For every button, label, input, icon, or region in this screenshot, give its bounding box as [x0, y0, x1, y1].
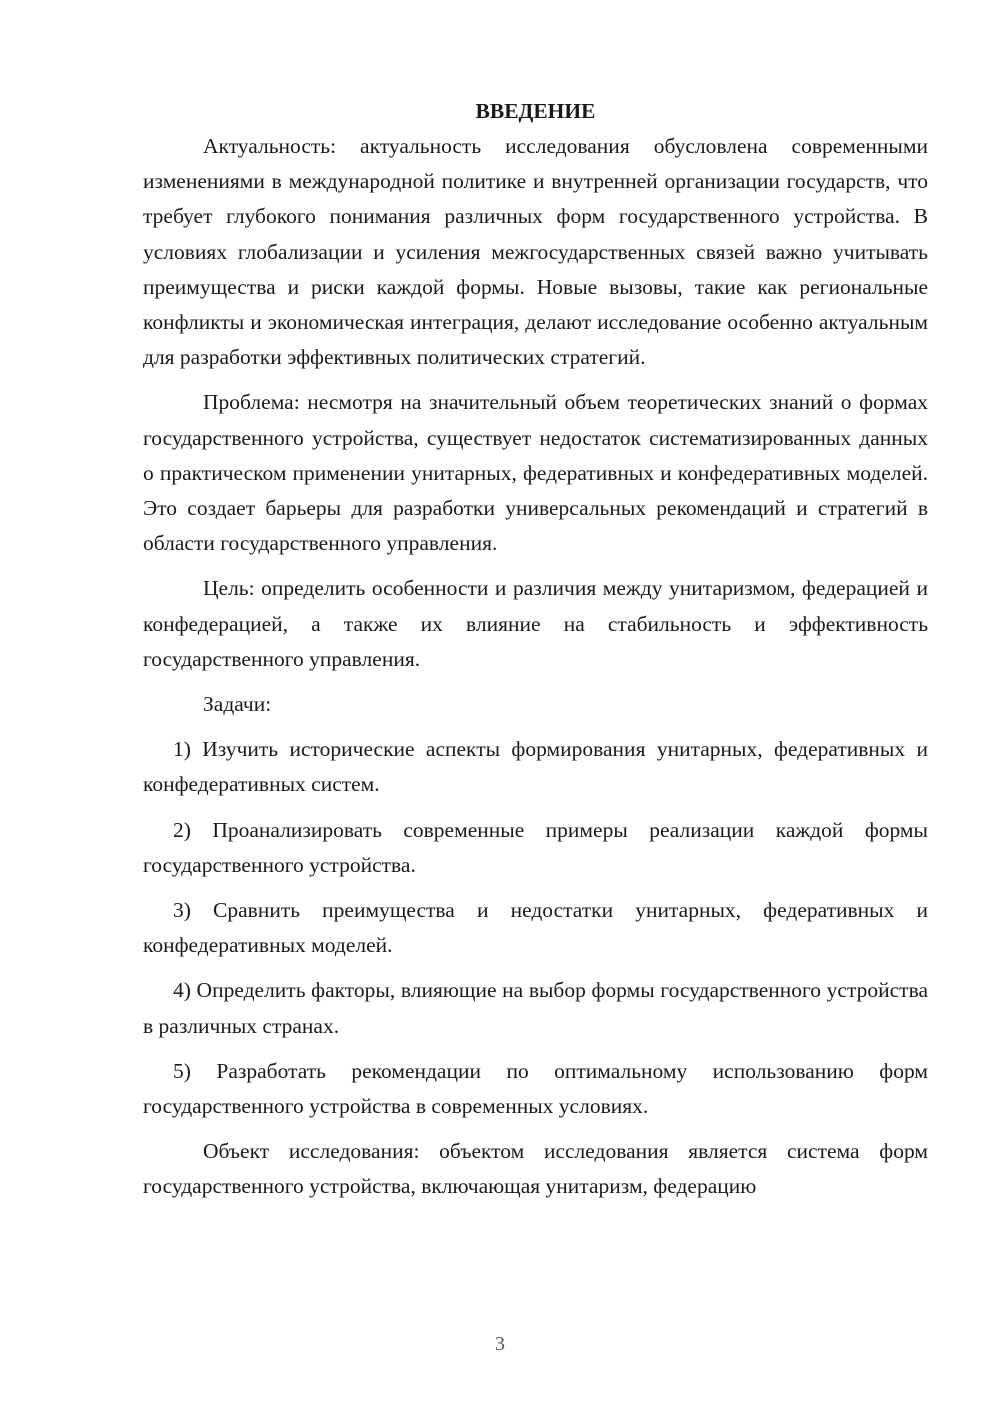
task-item-3: 3) Сравнить преимущества и недостатки унитарных, федеративных и конфедеративных моделей. [143, 898, 928, 958]
section-title: ВВЕДЕНИЕ [475, 99, 596, 123]
task-item-2: 2) Проанализировать современные примеры реализации каждой формы государственного устройства. [143, 817, 928, 877]
task-item-1: 1) Изучить исторические аспекты формирования унитарных, федеративных и конфедеративных систем. [143, 737, 928, 797]
paragraph-actuality: Актуальность: актуальность исследования обусловлена современными изменениями в международной политике и внутренней организации государств, что требует глубокого понимания различных форм государственного устройства. В условиях глобализации и усиления межгосударственных связей важно учитывать преимущества и риски каждой формы. Новые вызовы, такие как региональные конфликты и экономическая интеграция, делают исследование особенно актуальным для разработки эффективных политических стратегий. [143, 134, 928, 370]
task-item-5: 5) Разработать рекомендации по оптимальному использованию форм государственного устройства в современных условиях. [143, 1058, 928, 1119]
paragraph-object: Объект исследования: объектом исследования является система форм государственного устройства, включающая унитаризм, федерацию [143, 1139, 928, 1199]
document-page [143, 94, 928, 1205]
page-number: 3 [495, 1333, 505, 1355]
task-item-4: 4) Определить факторы, влияющие на выбор формы государственного устройства в различных странах. [143, 978, 928, 1038]
paragraph-problem: Проблема: несмотря на значительный объем теоретических знаний о формах государственного устройства, существует недостаток систематизированных данных о практическом применении унитарных, федеративных и конфедеративных моделей. Это создает барьеры для разработки универсальных рекомендаций и стратегий в области государственного управления. [143, 390, 928, 556]
paragraph-goal: Цель: определить особенности и различия между унитаризмом, федерацией и конфедерацией, а также их влияние на стабильность и эффективность государственного управления. [143, 576, 928, 671]
tasks-heading: Задачи: [203, 692, 272, 717]
